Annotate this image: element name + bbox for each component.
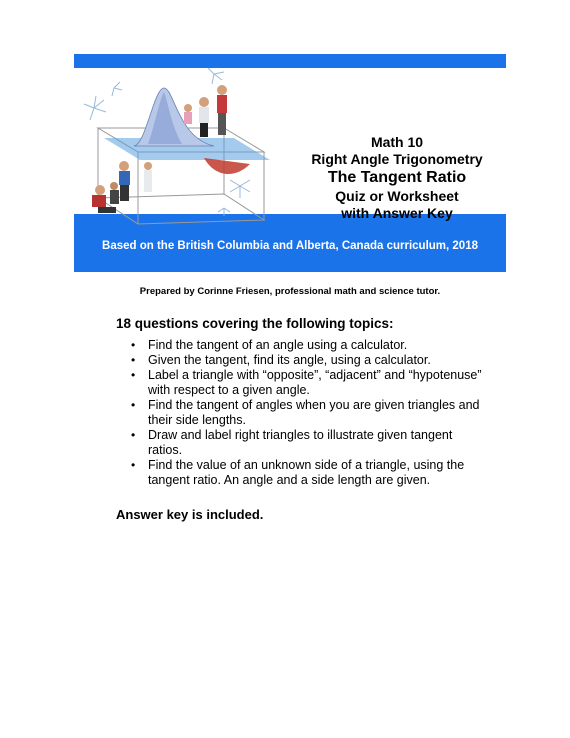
topics-list xyxy=(128,338,488,488)
unit-title: Right Angle Trigonometry xyxy=(311,151,483,167)
list-item: • Given the tangent, find its angle, using a calculator. xyxy=(128,353,488,368)
topic-title: The Tangent Ratio xyxy=(327,169,467,186)
list-item: • Label a triangle with “opposite”, “adjacent” and “hypotenuse” with respect to a given angle. xyxy=(128,368,488,398)
document-info xyxy=(288,134,506,222)
list-item: • Find the value of an unknown side of a triangle, using the tangent ratio. An angle and a side length are given. xyxy=(128,458,488,488)
course-title: Math 10 xyxy=(370,134,424,150)
author-credit: Prepared by Corinne Friesen, professional math and science tutor. xyxy=(139,286,441,297)
list-item: • Draw and label right triangles to illustrate given tangent ratios. xyxy=(128,428,488,458)
curriculum-note: Based on the British Columbia and Alberta, Canada curriculum, 2018 xyxy=(102,240,478,252)
brand-name: Corinne’s Math xyxy=(310,76,486,103)
topics-heading: 18 questions covering the following topics: xyxy=(116,316,394,331)
list-item: • Find the tangent of angles when you are given triangles and their side lengths. xyxy=(128,398,488,428)
format-line-1: Quiz or Worksheet xyxy=(335,188,459,204)
title-banner xyxy=(74,54,506,272)
answer-key-note: Answer key is included. xyxy=(116,507,264,522)
format-line-2: with Answer Key xyxy=(341,205,453,221)
list-item: • Find the tangent of an angle using a calculator. xyxy=(128,338,488,353)
math-illustration xyxy=(74,68,284,228)
